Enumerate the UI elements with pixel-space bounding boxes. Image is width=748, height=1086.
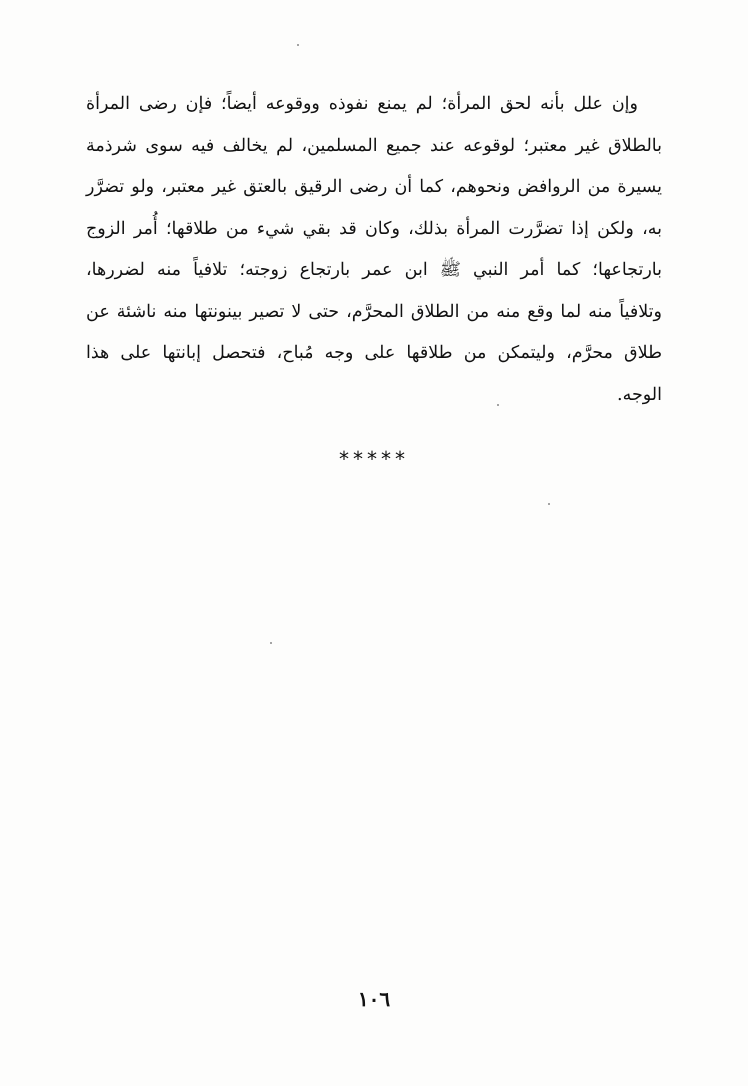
- text-line-8: الوجه.: [617, 384, 662, 405]
- scan-speck: [548, 503, 550, 505]
- text-line-5: بارتجاعها؛ كما أمر النبي ﷺ ابن عمر بارتجاع زوجته؛ تلافياً منه لضررها،: [86, 260, 662, 280]
- text-line-2: بالطلاق غير معتبر؛ لوقوعه عند جميع المسلمين، لم يخالف فيه سوى شرذمة: [86, 135, 662, 156]
- scan-speck: [297, 44, 299, 46]
- text-line-7: طلاق محرَّم، وليتمكن من طلاقها على وجه مُباح، فتحصل إبانتها على هذا: [86, 343, 662, 363]
- page-number: ١٠٦: [357, 987, 391, 1011]
- text-line-3: يسيرة من الروافض ونحوهم، كما أن رضى الرقيق بالعتق غير معتبر، ولو تضرَّر: [86, 177, 662, 197]
- text-line-4: به، ولكن إذا تضرَّرت المرأة بذلك، وكان قد بقي شيء من طلاقها؛ أُمر الزوج: [86, 218, 662, 239]
- section-separator: *****: [339, 447, 409, 471]
- scan-speck: [270, 642, 272, 644]
- text-line-6: وتلافياً منه لما وقع منه من الطلاق المحرَّم، حتى لا تصير بينونتها منه ناشئة عن: [86, 301, 662, 322]
- text-line-1: وإن علل بأنه لحق المرأة؛ لم يمنع نفوذه ووقوعه أيضاً؛ فإن رضى المرأة: [86, 94, 638, 114]
- scan-speck: [497, 404, 499, 406]
- body-text: [86, 84, 662, 416]
